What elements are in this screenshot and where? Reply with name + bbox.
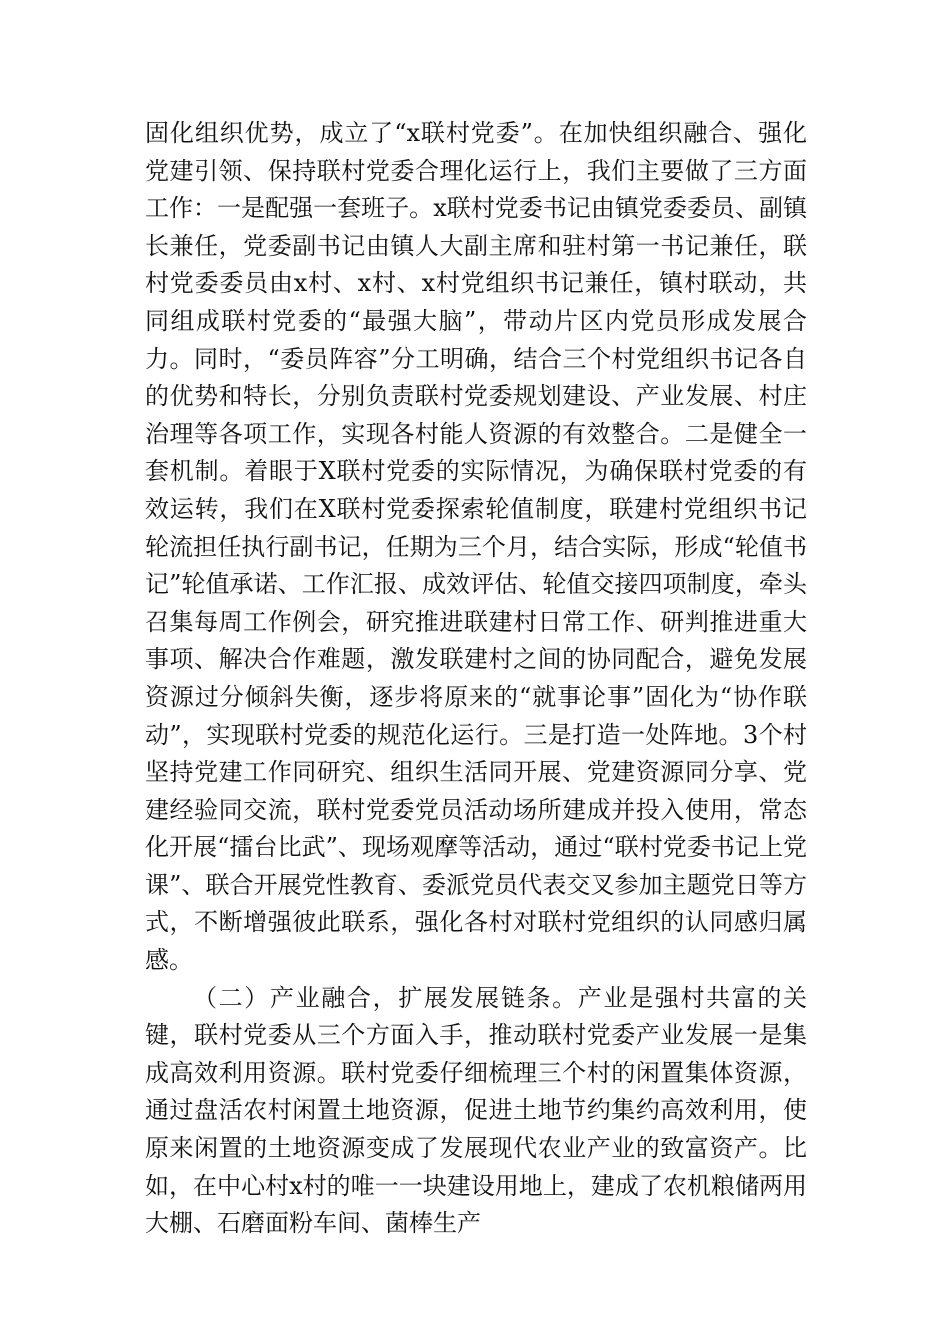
section-heading-industry: （二）产业融合，扩展发展链条。 — [193, 983, 578, 1012]
document-body — [145, 115, 807, 1243]
paragraph-industry-integration — [145, 980, 807, 1243]
paragraph-continued: 固化组织优势，成立了“x联村党委”。在加快组织融合、强化党建引领、保持联村党委合理化运行上，我们主要做了三方面工作：一是配强一套班子。x联村党委书记由镇党委委员、副镇长兼任，党委副书记由镇人大副主席和驻村第一书记兼任，联村党委委员由x村、x村、x村党组织书记兼任，镇村联动，共同组成联村党委的“最强大脑”，带动片区内党员形成发展合力。同时，“委员阵容”分工明确，结合三个村党组织书记各自的优势和特长，分别负责联村党委规划建设、产业发展、村庄治理等各项工作，实现各村能人资源的有效整合。二是健全一套机制。着眼于X联村党委的实际情况，为确保联村党委的有效运转，我们在X联村党委探索轮值制度，联建村党组织书记轮流担任执行副书记，任期为三个月，结合实际，形成“轮值书记”轮值承诺、工作汇报、成效评估、轮值交接四项制度，牵头召集每周工作例会，研究推进联建村日常工作、研判推进重大事项、解决合作难题，激发联建村之间的协同配合，避免发展资源过分倾斜失衡，逐步将原来的“就事论事”固化为“协作联动”，实现联村党委的规范化运行。三是打造一处阵地。3个村坚持党建工作同研究、组织生活同开展、党建资源同分享、党建经验同交流，联村党委党员活动场所建成并投入使用，常态化开展“擂台比武”、现场观摩等活动，通过“联村党委书记上党课”、联合开展党性教育、委派党员代表交叉参加主题党日等方式，不断增强彼此联系，强化各村对联村党组织的认同感归属感。 — [145, 119, 807, 975]
paragraph-industry-body: 产业是强村共富的关键，联村党委从三个方面入手，推动联村党委产业发展一是集成高效利用资源。联村党委仔细梳理三个村的闲置集体资源，通过盘活农村闲置土地资源，促进土地节约集约高效利用，使原来闲置的土地资源变成了发展现代农业产业的致富资产。比如，在中心村x村的唯一一块建设用地上，建成了农机粮储两用大棚、石磨面粉车间、菌棒生产 — [145, 983, 807, 1238]
